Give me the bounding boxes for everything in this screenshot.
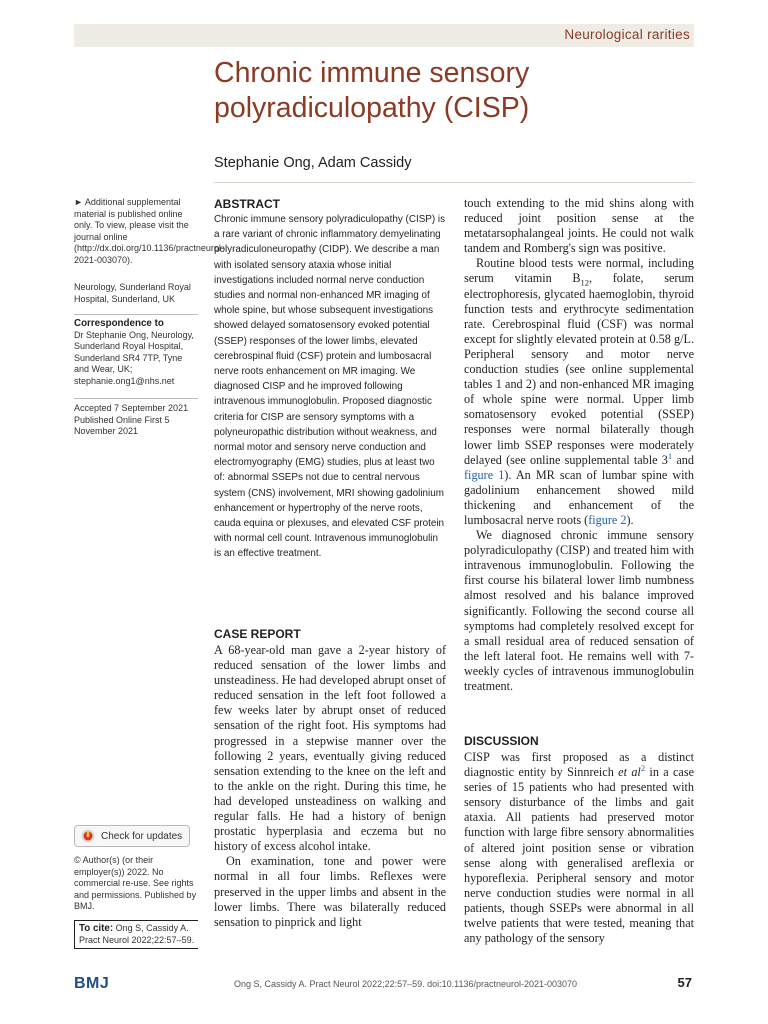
paragraph: On examination, tone and power were normal in all four limbs. Reflexes were preserved in the upper limbs and absent in the lower limbs. There was bilaterally reduced sensation to pinprick and light — [214, 854, 446, 929]
discussion-body — [464, 750, 694, 946]
supplemental-note: ► Additional supplemental material is published online only. To view, please visit the journal online (http://dx.doi.org/10.1136/practneurol-2021-003070). — [74, 197, 224, 265]
cite-label: To cite: — [79, 923, 114, 934]
correspondence-block — [74, 318, 198, 388]
right-column-body — [464, 196, 694, 694]
case-report-body — [214, 643, 446, 930]
paragraph: A 68-year-old man gave a 2-year history of reduced sensation of the lower limbs and unsteadiness. He had developed abrupt onset of reduced sensation in the left foot followed a few weeks later by abrupt onset of reduced sensation of the right foot. His symptoms had progressed in a stepwise manner over the following 2 years, eventually giving reduced sensation extending to the knee on the left and to the ankle on the right. During this time, he had developed unsteadiness on walking and regular falls. He had a history of benign prostatic hyperplasia and eczema but no history of excess alcohol intake. — [214, 643, 446, 854]
case-report-heading: CASE REPORT — [214, 627, 301, 641]
sidebar-divider — [74, 314, 198, 315]
correspondence-text: Dr Stephanie Ong, Neurology, Sunderland Royal Hospital, Sunderland SR4 7TP, Tyne and Wear, UK; stephanie.ong1@nhs.net — [74, 329, 194, 386]
paragraph — [464, 750, 694, 946]
reference-link[interactable]: 2 — [640, 763, 646, 774]
figure-2-link[interactable]: figure 2 — [588, 512, 627, 527]
paragraph: touch extending to the mid shins along with reduced joint position sense at the metatarsophalangeal joints. He could not walk tandem and Romberg's sign was positive. — [464, 196, 694, 256]
affiliation: Neurology, Sunderland Royal Hospital, Sunderland, UK — [74, 282, 191, 304]
copyright-note: © Author(s) (or their employer(s)) 2022. No commercial re-use. See rights and permissions. Published by BMJ. — [74, 855, 197, 912]
subscript: 12 — [580, 277, 590, 288]
text-run: Routine blood tests were normal, including serum vitamin B — [464, 256, 694, 286]
check-for-updates-label: Check for updates — [101, 830, 183, 842]
figure-1-link[interactable]: figure 1 — [464, 467, 505, 482]
text-run: , folate, serum electrophoresis, glycated haemoglobin, thyroid function tests and erythrocyte sedimentation rate. Cerebrospinal fluid (CSF) was normal except for slightly elevated protein at 0.58 g/L. Peripheral sensory and motor nerve conduction studies (see online supplemental tables 1 and 2) and non-enhanced MR imaging of whole spine were normal. Upper limb somatosensory evoked potential (SSEP) responses were normal bilaterally though lower limb SSEP responses were moderately delayed (see online supplemental table 3 — [464, 271, 694, 467]
crossmark-icon — [81, 829, 95, 843]
check-for-updates-button[interactable] — [74, 825, 190, 847]
correspondence-heading: Correspondence to — [74, 318, 164, 329]
section-label: Neurological rarities — [564, 27, 690, 42]
footer-citation: Ong S, Cassidy A. Pract Neurol 2022;22:57–59. doi:10.1136/practneurol-2021-003070 — [234, 979, 578, 989]
abstract-text: Chronic immune sensory polyradiculopathy (CISP) is a rare variant of chronic inflammatory demyelinating polyradiculoneuropathy (CIDP). We describe a man with isolated sensory ataxia whose initial investigations included normal nerve conduction studies and normal non-enhanced MR imaging of whole spine, but whose subsequent investigations showed delayed somatosensory evoked potential (SSEP) responses of the lower limbs, elevated cerebrospinal fluid (CSF) protein and lumbosacral nerve roots enhancement on MR imaging. We diagnosed CISP and he improved following intravenous immunoglobulin. Proposed diagnostic criteria for CISP are sensory symptoms with a polyneuropathic distribution without weakness, and normal motor and sensory nerve conduction and electromyography (EMG) studies, plus at least two of: abnormal SSEPs not due to central nervous system (CNS) involvement, MRI showing gadolinium enhancement or hypertrophy of the nerve roots, cauda equina or plexuses, and elevated CSF protein with normal cell count. Intravenous immunoglobulin is an effective treatment. — [214, 214, 446, 560]
sidebar-divider — [74, 398, 198, 399]
published-date: Published Online First 5 November 2021 — [74, 414, 170, 437]
text-run: ). An MR scan of lumbar spine with gadolinium enhancement showed mild thickening and enhancement of the lumbosacral nerve roots ( — [464, 467, 694, 527]
author-list: Stephanie Ong, Adam Cassidy — [214, 155, 412, 171]
section-band — [74, 24, 694, 47]
text-run: ). — [626, 512, 634, 527]
reference-link[interactable]: 1 — [667, 450, 673, 461]
article-title: Chronic immune sensory polyradiculopathy (CISP) — [214, 57, 530, 124]
dates-block — [74, 403, 198, 438]
paragraph: We diagnosed chronic immune sensory polyradiculopathy (CISP) and treated him with intravenous immunoglobulin. Following the first course his bilateral lower limb numbness almost resolved and his balance improved significantly. Following the second course all symptoms had completely resolved except for a small residual area of reduced sensation of the left lateral foot. He remains well with 7-weekly cycles of intravenous immunoglobulin treatment. — [464, 528, 694, 693]
text-run: in a case series of 15 patients who had presented with sensory disturbance of the limbs and gait ataxia. All patients had preserved motor function with large fibre sensory abnormalities of altered joint position sense or vibration sense along with generalised areflexia or hyporeflexia. Peripheral sensory and motor nerve conduction studies were normal in all patients, though SSEPs were abnormal in all twelve patients that were tested, meaning that any pathology of the sensory — [464, 765, 694, 946]
accepted-date: Accepted 7 September 2021 — [74, 403, 189, 413]
bmj-logo: BMJ — [74, 975, 110, 992]
abstract-heading: ABSTRACT — [214, 197, 280, 211]
discussion-heading: DISCUSSION — [464, 734, 539, 748]
cite-text: Ong S, Cassidy A. Pract Neurol 2022;22:57–59. — [79, 923, 195, 945]
text-run: et al — [618, 765, 641, 780]
text-run: and — [672, 452, 694, 467]
paragraph — [464, 256, 694, 528]
text-run: CISP was first proposed as a distinct diagnostic entity by Sinnreich — [464, 750, 694, 780]
header-divider — [214, 182, 694, 183]
page-number: 57 — [677, 975, 692, 990]
cite-box — [74, 920, 198, 949]
